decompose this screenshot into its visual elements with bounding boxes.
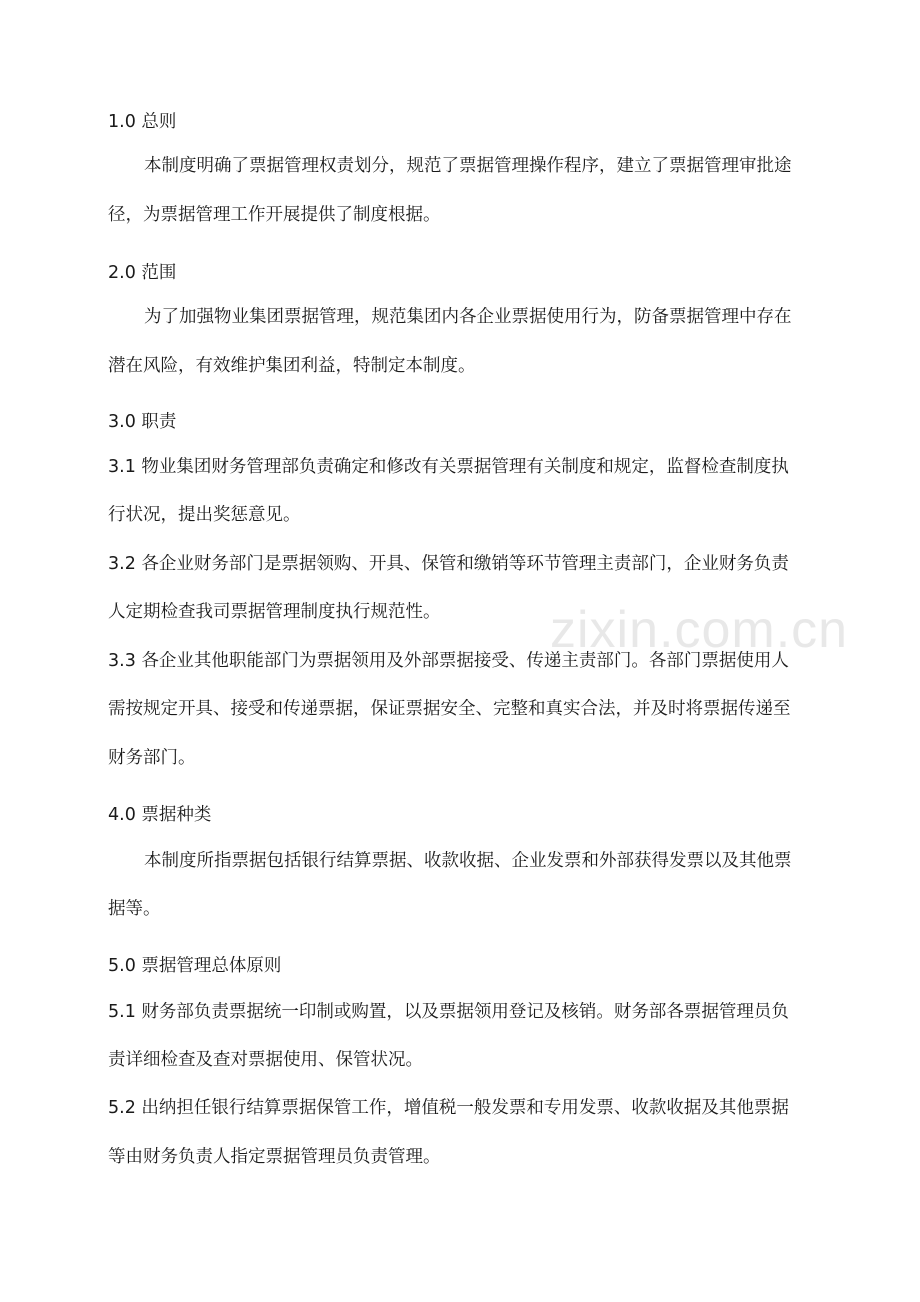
paragraph-line: 本制度明确了票据管理权责划分，规范了票据管理操作程序，建立了票据管理审批途 bbox=[144, 156, 792, 176]
paragraph-line: 3.2 各企业财务部门是票据领购、开具、保管和缴销等环节管理主责部门，企业财务负责 bbox=[108, 554, 789, 574]
paragraph-line: 为了加强物业集团票据管理，规范集团内各企业票据使用行为，防备票据管理中存在 bbox=[144, 307, 792, 327]
paragraph-line: 行状况，提出奖惩意见。 bbox=[108, 505, 301, 525]
paragraph-line: 据等。 bbox=[108, 899, 161, 919]
paragraph-line: 潜在风险，有效维护集团利益，特制定本制度。 bbox=[108, 356, 476, 376]
section-heading: 4.0 票据种类 bbox=[108, 805, 212, 825]
section-heading: 5.0 票据管理总体原则 bbox=[108, 956, 282, 976]
paragraph-line: 财务部门。 bbox=[108, 748, 196, 768]
section-heading: 3.0 职责 bbox=[108, 412, 177, 432]
paragraph-line: 人定期检查我司票据管理制度执行规范性。 bbox=[108, 602, 441, 622]
paragraph-line: 径，为票据管理工作开展提供了制度根据。 bbox=[108, 205, 441, 225]
paragraph-line: 责详细检查及查对票据使用、保管状况。 bbox=[108, 1050, 423, 1070]
paragraph-line: 3.3 各企业其他职能部门为票据领用及外部票据接受、传递主责部门。各部门票据使用人 bbox=[108, 651, 789, 671]
watermark: zixin.com.cn bbox=[550, 601, 849, 659]
paragraph-line: 3.1 物业集团财务管理部负责确定和修改有关票据管理有关制度和规定，监督检查制度执 bbox=[108, 457, 789, 477]
section-heading: 1.0 总则 bbox=[108, 112, 177, 132]
paragraph-line: 等由财务负责人指定票据管理员负责管理。 bbox=[108, 1147, 441, 1167]
paragraph-line: 5.2 出纳担任银行结算票据保管工作，增值税一般发票和专用发票、收款收据及其他票据 bbox=[108, 1098, 789, 1118]
paragraph-line: 本制度所指票据包括银行结算票据、收款收据、企业发票和外部获得发票以及其他票 bbox=[144, 851, 792, 871]
paragraph-line: 5.1 财务部负责票据统一印制或购置，以及票据领用登记及核销。财务部各票据管理员负 bbox=[108, 1002, 789, 1022]
paragraph-line: 需按规定开具、接受和传递票据，保证票据安全、完整和真实合法，并及时将票据传递至 bbox=[108, 699, 791, 719]
section-heading: 2.0 范围 bbox=[108, 263, 177, 283]
